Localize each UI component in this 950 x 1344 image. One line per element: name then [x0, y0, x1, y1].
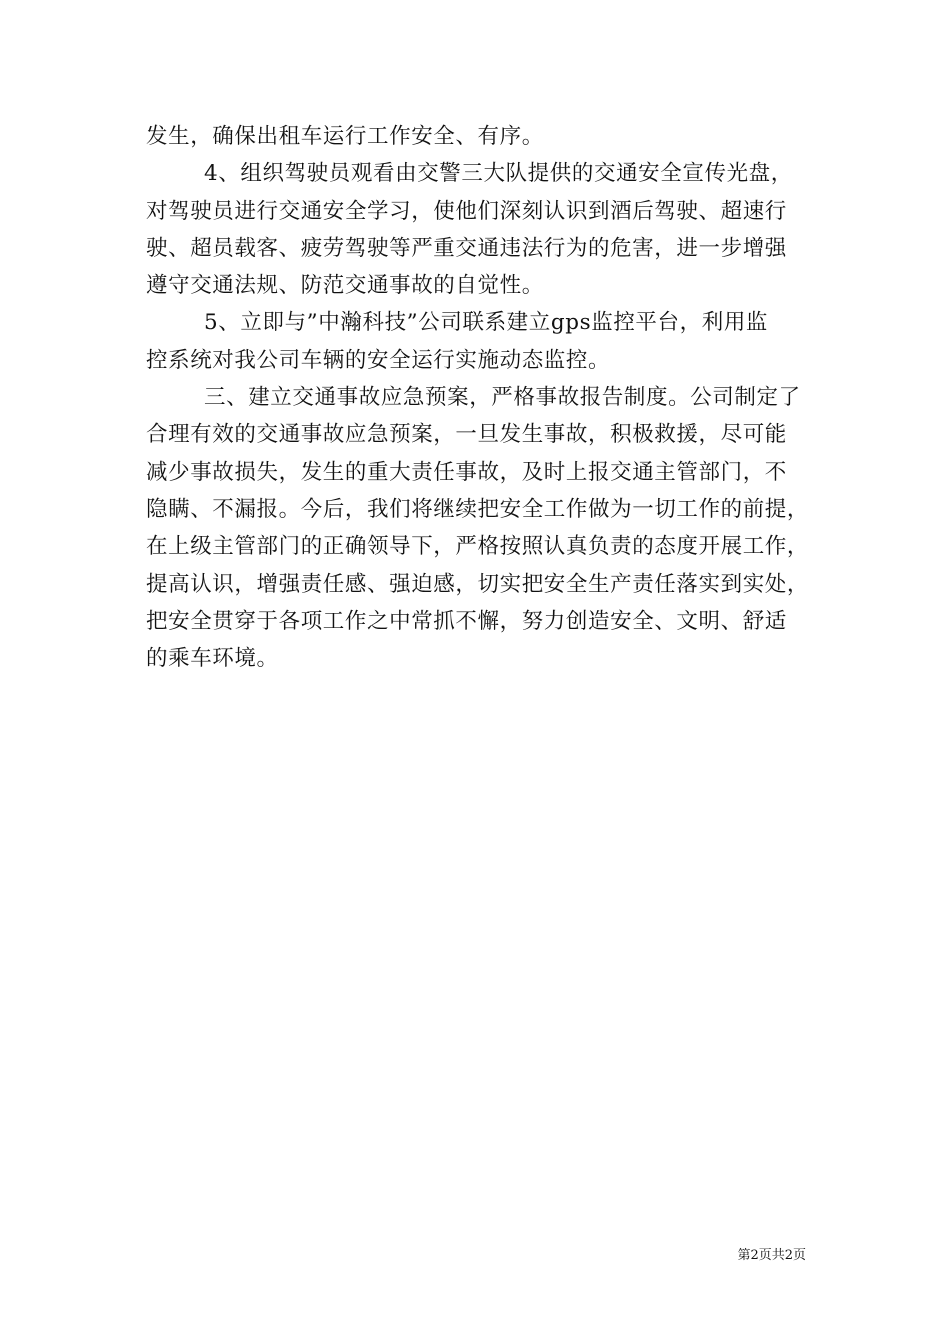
text-line: 驶、超员载客、疲劳驾驶等严重交通违法行为的危害，进一步增强 — [146, 235, 787, 261]
text-line: 把安全贯穿于各项工作之中常抓不懈，努力创造安全、文明、舒适 — [146, 608, 787, 634]
text-line: 在上级主管部门的正确领导下，严格按照认真负责的态度开展工作， — [146, 534, 810, 560]
text-line: 减少事故损失，发生的重大责任事故，及时上报交通主管部门，不 — [146, 459, 787, 485]
document-body — [146, 118, 810, 677]
text-line: 隐瞒、不漏报。今后，我们将继续把安全工作做为一切工作的前提， — [146, 496, 810, 522]
text-line: 的乘车环境。 — [146, 646, 279, 672]
page-number: 第2页共2页 — [737, 1248, 806, 1263]
text-line: 提高认识，增强责任感、强迫感，切实把安全生产责任落实到实处， — [146, 571, 810, 597]
text-line: 发生，确保出租车运行工作安全、有序。 — [146, 124, 544, 149]
paragraph-5-start: 5、立即与”中瀚科技”公司联系建立gps监控平台，利用监 — [204, 310, 769, 336]
text-line: 对驾驶员进行交通安全学习，使他们深刻认识到酒后驾驶、超速行 — [146, 198, 787, 224]
text-line: 合理有效的交通事故应急预案，一旦发生事故，积极救援，尽可能 — [146, 422, 787, 448]
section-3-start: 三、建立交通事故应急预案，严格事故报告制度。公司制定了 — [204, 385, 801, 411]
paragraph-4-start: 4、组织驾驶员观看由交警三大队提供的交通安全宣传光盘， — [204, 161, 793, 187]
text-line: 控系统对我公司车辆的安全运行实施动态监控。 — [146, 347, 611, 373]
text-line: 遵守交通法规、防范交通事故的自觉性。 — [146, 273, 544, 299]
